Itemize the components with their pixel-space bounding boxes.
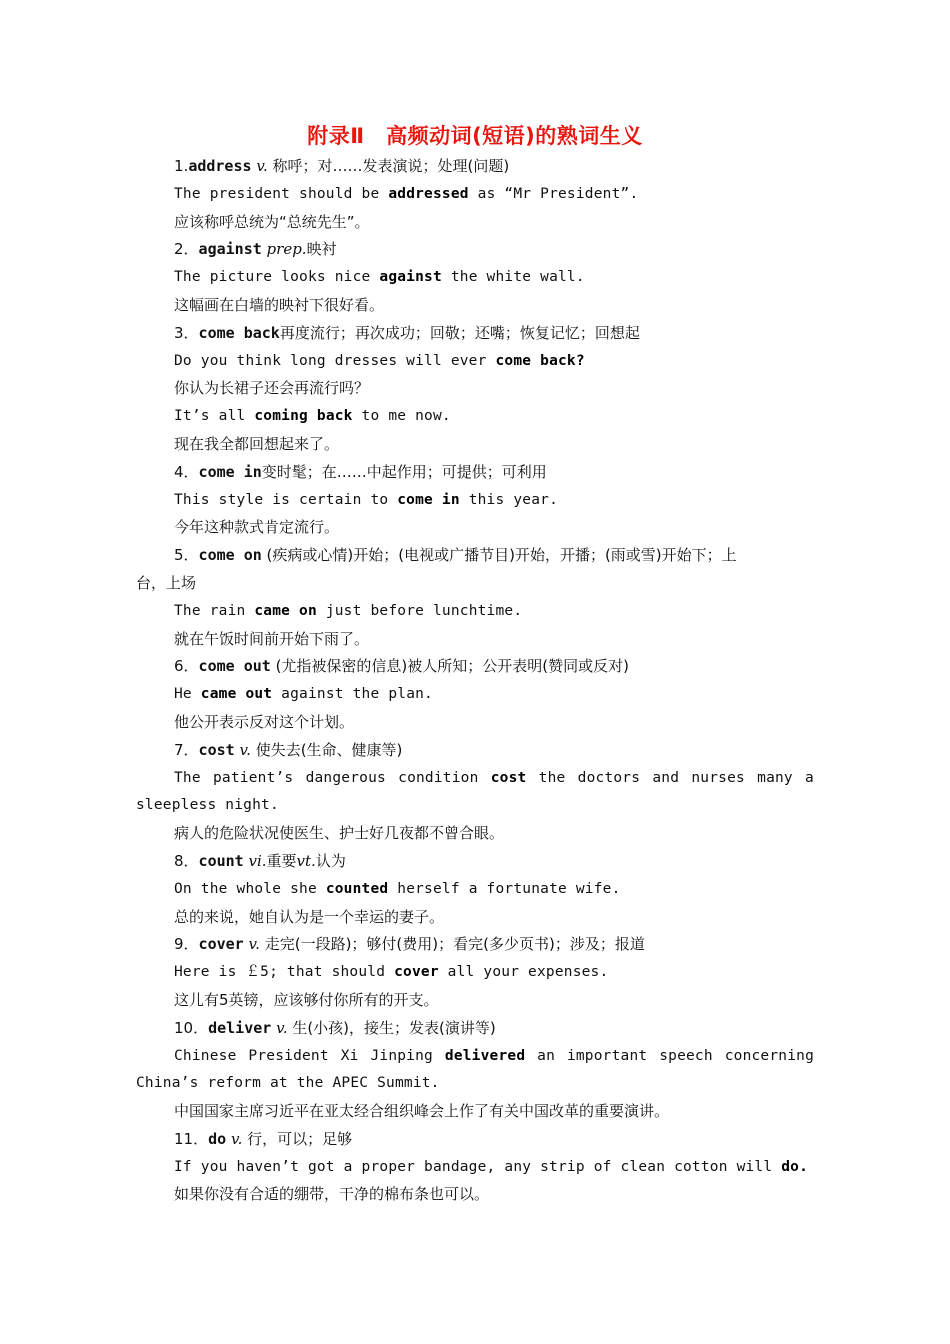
entry-9-translation: 这儿有5英镑，应该够付你所有的开支。 <box>174 990 439 1009</box>
entry-2-translation: 这幅画在白墙的映衬下很好看。 <box>174 295 385 314</box>
part-of-speech: vt. <box>296 851 316 870</box>
entry-10-example-cont: China’s reform at the APEC Summit. <box>136 1075 440 1092</box>
example-text: the white wall. <box>441 269 585 286</box>
entry-word: come back <box>198 323 280 342</box>
entry-4-example <box>136 487 814 515</box>
example-text: all your expenses. <box>438 964 609 981</box>
entry-number: 1. <box>174 157 189 175</box>
example-text: herself a fortunate wife. <box>388 880 621 897</box>
entry-9-example <box>136 959 814 987</box>
example-keyword: do. <box>781 1158 809 1175</box>
entry-7-heading <box>136 737 814 765</box>
entry-3-example-2 <box>136 403 814 431</box>
entry-3-example-1 <box>136 348 814 376</box>
example-keyword: cover <box>394 964 439 981</box>
entry-10-translation: 中国国家主席习近平在亚太经合组织峰会上作了有关中国改革的重要演讲。 <box>174 1102 670 1121</box>
example-text: The picture looks nice <box>174 269 380 286</box>
entry-word: do <box>208 1129 227 1148</box>
entry-5-translation: 就在午饭时间前开始下雨了。 <box>174 629 370 648</box>
entry-7-translation: 病人的危险状况使医生、护士好几夜都不曾合眼。 <box>174 824 505 843</box>
entry-6-example <box>136 681 814 709</box>
example-text: On the whole she <box>174 880 326 897</box>
entry-10-example <box>136 1043 814 1071</box>
example-text: just before lunchtime. <box>316 602 523 619</box>
example-text: Do you think long dresses will ever <box>174 352 496 369</box>
definition: (尤指被保密的信息)被人所知；公开表明(赞同或反对) <box>270 657 629 676</box>
example-text: It’s all <box>174 408 255 425</box>
entry-word: count <box>198 851 244 870</box>
example-text: The president should be <box>174 185 389 202</box>
entry-8-heading <box>136 848 814 876</box>
entry-number: 7． <box>174 740 199 759</box>
example-text: to me now. <box>352 408 451 425</box>
part-of-speech: v. <box>230 1129 243 1148</box>
definition: 称呼；对……发表演说；处理(问题) <box>267 157 510 175</box>
example-text: Here is ￡5; that should <box>174 964 395 981</box>
entry-9-heading <box>136 931 814 959</box>
definition: 再度流行；再次成功；回敬；还嘴；恢复记忆；回想起 <box>279 323 640 342</box>
entry-word: cost <box>198 740 235 759</box>
entry-10-heading <box>136 1015 814 1043</box>
part-of-speech: v. <box>256 157 268 175</box>
entry-6-translation: 他公开表示反对这个计划。 <box>174 712 355 731</box>
entry-2-example <box>136 264 814 292</box>
entry-number: 2． <box>174 240 199 259</box>
entry-5-heading <box>136 542 814 570</box>
entry-word: address <box>188 157 252 175</box>
entry-number: 3． <box>174 323 199 342</box>
entry-1-translation: 应该称呼总统为“总统先生”。 <box>174 212 370 231</box>
example-keyword: came out <box>200 686 273 703</box>
definition: 重要 <box>266 851 297 870</box>
entry-11-translation: 如果你没有合适的绷带，干净的棉布条也可以。 <box>174 1185 490 1204</box>
example-keyword: coming back <box>254 408 353 425</box>
example-text: this year. <box>459 491 558 508</box>
entry-6-heading <box>136 653 814 681</box>
example-keyword: against <box>379 269 442 286</box>
definition: 认为 <box>315 851 346 870</box>
entry-3-translation-1: 你认为长裙子还会再流行吗？ <box>174 379 370 398</box>
entry-7-example <box>136 765 814 793</box>
example-keyword: cost <box>490 769 527 786</box>
entry-number: 5． <box>174 546 199 565</box>
entry-word: come in <box>198 462 262 481</box>
definition: 变时髦；在……中起作用；可提供；可利用 <box>261 462 547 481</box>
entry-8-translation: 总的来说，她自认为是一个幸运的妻子。 <box>174 907 445 926</box>
example-text: as “Mr President”. <box>468 185 639 202</box>
example-text: an important speech concerning <box>525 1047 815 1064</box>
entry-4-heading <box>136 459 814 487</box>
entry-word: deliver <box>208 1018 272 1037</box>
definition: 生(小孩)，接生；发表(演讲等) <box>287 1018 496 1037</box>
entry-word: come on <box>198 546 262 565</box>
entry-5-example <box>136 598 814 626</box>
example-keyword: come back? <box>495 352 585 369</box>
example-text: He <box>174 686 201 703</box>
part-of-speech: v. <box>276 1018 288 1037</box>
definition: (疾病或心情)开始；(电视或广播节目)开始，开播；(雨或雪)开始下；上 <box>261 546 737 565</box>
entry-3-heading <box>136 320 814 348</box>
example-keyword: counted <box>325 880 389 897</box>
entry-number: 6． <box>174 657 199 676</box>
entry-11-heading <box>136 1126 814 1154</box>
page-title: 附录Ⅱ 高频动词(短语)的熟词生义 <box>307 124 643 148</box>
entry-word: cover <box>198 935 244 954</box>
entry-5-heading-cont: 台，上场 <box>136 573 197 592</box>
part-of-speech: v. <box>248 935 260 954</box>
part-of-speech: vi. <box>248 851 267 870</box>
example-keyword: came on <box>254 602 317 619</box>
definition: 走完(一段路)；够付(费用)；看完(多少页书)；涉及；报道 <box>259 935 645 954</box>
entry-word: against <box>198 240 262 259</box>
example-text: The rain <box>174 602 255 619</box>
part-of-speech: v. <box>239 740 251 759</box>
entry-number: 10． <box>174 1018 209 1037</box>
entry-2-heading <box>136 236 814 264</box>
entry-3-translation-2: 现在我全都回想起来了。 <box>174 434 340 453</box>
entry-number: 4． <box>174 462 199 481</box>
entry-11-example <box>136 1154 814 1182</box>
definition: 使失去(生命、健康等) <box>250 740 403 759</box>
example-keyword: delivered <box>444 1047 526 1064</box>
example-keyword: addressed <box>388 185 469 202</box>
example-keyword: come in <box>397 491 460 508</box>
entry-4-translation: 今年这种款式肯定流行。 <box>174 518 340 537</box>
example-text: against the plan. <box>272 686 433 703</box>
entry-number: 11． <box>174 1129 209 1148</box>
example-text: Chinese President Xi Jinping <box>174 1047 445 1064</box>
definition: 行，可以；足够 <box>242 1129 353 1148</box>
entry-word: come out <box>198 657 271 676</box>
definition: 映衬 <box>306 240 337 259</box>
entry-1-example <box>136 181 814 209</box>
entry-1-heading <box>136 153 814 181</box>
entry-number: 9． <box>174 935 199 954</box>
entry-8-example <box>136 876 814 904</box>
example-text: If you haven’t got a proper bandage, any strip of clean cotton will <box>174 1158 782 1175</box>
example-text: The patient’s dangerous condition <box>174 769 491 786</box>
example-text: This style is certain to <box>174 491 398 508</box>
example-text: the doctors and nurses many a <box>526 769 814 786</box>
part-of-speech: prep. <box>266 240 307 259</box>
document-body <box>136 153 814 1209</box>
entry-7-example-cont: sleepless night. <box>136 797 279 814</box>
entry-number: 8． <box>174 851 199 870</box>
